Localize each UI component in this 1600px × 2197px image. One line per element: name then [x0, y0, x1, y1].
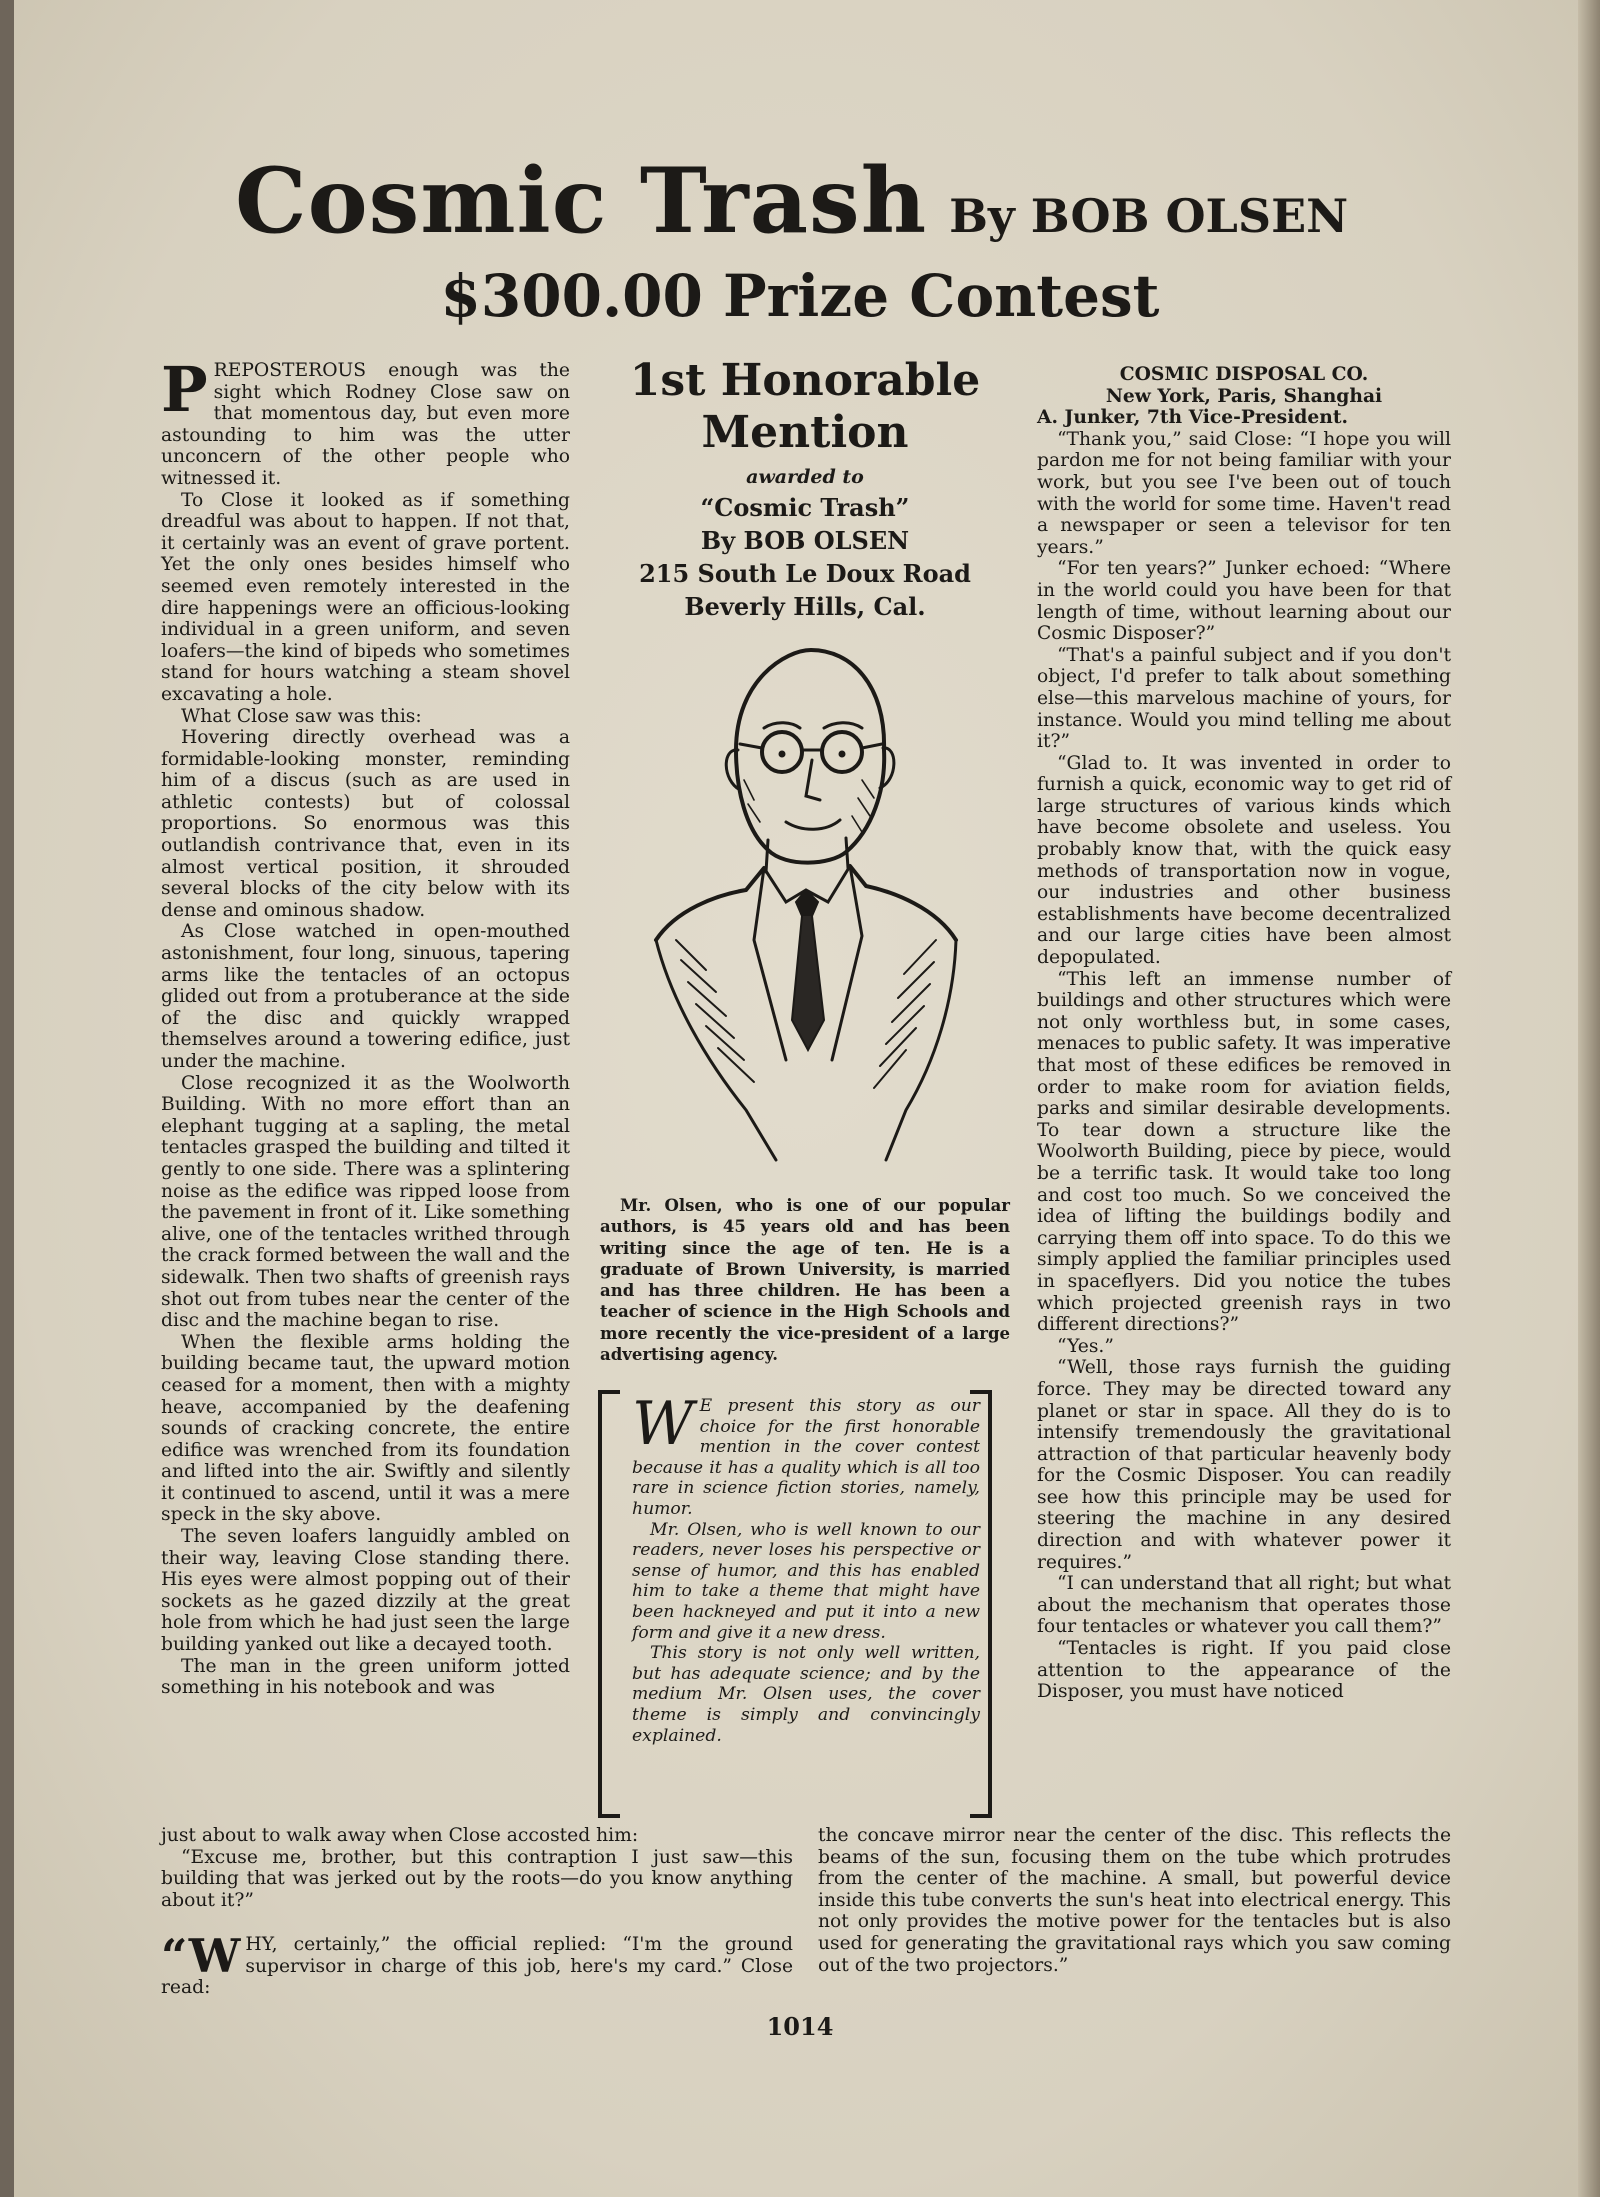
paragraph: Close recognized it as the Woolworth Building. With no more effort than an elephant tugging at a sapling, the metal tentacles grasped the building and tilted it gently to one side. There was a splintering noise as the edifice was ripped loose from the pavement in front of it. Like something alive, one of the tentacles writhed through the crack formed between the wall and the sidewalk. Then two shafts of greenish rays shot out from tubes near the center of the disc and the machine began to rise. — [161, 1072, 570, 1332]
paragraph: “For ten years?” Junker echoed: “Where in the world could you have been for that length of time, without learning about our Cosmic Disposer?” — [1037, 558, 1451, 645]
paragraph: “This left an immense number of buildings and other structures which were not only worthless but, in some cases, menaces to public safety. It was imperative that most of these edifices be removed in order to make room for aviation fields, parks and similar desirable developments. To tear down a structure like the Woolworth Building, piece by piece, would be a terrific task. It would take too long and cost too much. So we conceived the idea of lifting the buildings bodily and carrying them off into space. To do this we simply applied the familiar principles used in spaceflyers. Did you notice the tubes which projected greenish rays in two different directions?” — [1037, 968, 1451, 1336]
paragraph: To Close it looked as if something dreadful was about to happen. If not that, it certainly was an event of grave portent. Yet the only ones besides himself who seemed even remotely interested in the dire happenings were an officious-looking individual in a green uniform, and seven loafers—the kind of bipeds who sometimes stand for hours watching a steam shovel excavating a hole. — [161, 489, 570, 705]
column-right — [1037, 364, 1451, 1703]
contest-subtitle: $300.00 Prize Contest — [440, 262, 1160, 330]
paragraph: When the flexible arms holding the building became taut, the upward motion ceased for a moment, then with a mighty heave, accompanied by the deafening sounds of cracking concrete, the entire edifice was wrenched from its foundation and lifted into the air. Swiftly and silently it continued to ascend, until it was a mere speck in the sky above. — [161, 1331, 570, 1526]
story-byline: By BOB OLSEN — [949, 189, 1349, 243]
paragraph: “I can understand that all right; but what about the mechanism that operates those four tentacles or whatever you call them?” — [1037, 1573, 1451, 1638]
paragraph: Hovering directly overhead was a formidable-looking monster, reminding him of a discus (such as are used in athletic contests) but of colossal proportions. So enormous was this outlandish contrivance that, even in its almost vertical position, it shrouded several blocks of the city below with its dense and ominous shadow. — [161, 727, 570, 921]
column-left — [161, 353, 570, 1699]
paragraph: “Yes.” — [1057, 1335, 1114, 1357]
paragraph: “Thank you,” said Close: “I hope you will pardon me for not being familiar with your work, but you see I've been out of touch with the world for some time. Haven't read a newspaper or seen a televisor for ten years.” — [1037, 428, 1451, 558]
business-card-company: COSMIC DISPOSAL CO. — [1119, 363, 1369, 385]
author-portrait — [636, 640, 976, 1180]
opening-paragraph: PREPOSTEROUS enough was the sight which Rodney Close saw on that momentous day, but even more astounding to him was the utter unconcern of the other people who witnessed it. — [161, 353, 570, 489]
editor-drop-cap: W — [632, 1389, 694, 1459]
editor-note-text: W E present this story as our choice for the first honorable mention in the cover contest because it has a quality which is all too rare in science fiction stories, namely, humor. Mr. Olsen, who is well known to our readers, never loses his perspective or sense of humor, and this has enabled him to take a theme that might have been hackneyed and put it into a new form and give it a new dress. This story is not only well written, but has adequate science; and by the medium Mr. Olsen uses, the cover theme is simply and convincingly explained. — [632, 1389, 980, 1746]
business-card-name: A. Junker, 7th Vice-President. — [1037, 406, 1348, 429]
author-bio: Mr. Olsen, who is one of our popular authors, is 45 years old and has been writing since the age of ten. He is a graduate of Brown University, is married and has three children. He has been a teacher of science in the High Schools and more recently the vice-president of a large advertising agency. — [600, 1196, 1010, 1365]
business-card-cities: New York, Paris, Shanghai — [1105, 384, 1383, 407]
bottom-right-text — [818, 1825, 1451, 1976]
paragraph: “Well, those rays furnish the guiding force. They may be directed toward any planet or star in space. All they do is to intensify tremendously the gravitational attraction of that particular heavenly body for the Cosmic Disposer. You can readily see how this principle may be used for steering the machine in any desired direction and with whatever power it requires.” — [1037, 1357, 1451, 1573]
award-box — [600, 355, 1010, 623]
story-title: Cosmic Trash — [235, 148, 928, 254]
bottom-left-text — [161, 1825, 793, 1911]
paragraph: What Close saw was this: — [181, 705, 422, 727]
page-number: 1014 — [766, 2012, 834, 2041]
headline — [235, 148, 1435, 253]
award-address-2: Beverly Hills, Cal. — [684, 592, 926, 621]
award-address-1: 215 South Le Doux Road — [639, 559, 971, 588]
editor-paragraph: Mr. Olsen, who is well known to our readers, never loses his perspective or sense of humor, and this has enabled him to take a theme that might have been hackneyed and put it into a new form and give it a new dress. — [632, 1519, 980, 1643]
paragraph: “That's a painful subject and if you don't object, I'd prefer to talk about something else—this marvelous machine of yours, for instance. Would you mind telling me about it?” — [1037, 644, 1451, 753]
awarded-to: awarded to — [746, 466, 864, 488]
bracket-left — [598, 1390, 620, 1818]
paragraph: “Tentacles is right. If you paid close attention to the appearance of the Disposer, you must have noticed — [1037, 1638, 1451, 1703]
editor-paragraph: This story is not only well written, but has adequate science; and by the medium Mr. Olsen uses, the cover theme is simply and convincingly explained. — [632, 1643, 980, 1746]
award-story: “Cosmic Trash” — [700, 493, 910, 522]
paragraph: the concave mirror near the center of the disc. This reflects the beams of the sun, focusing them on the tube which protrudes from the center of the machine. A small, but powerful device inside this tube converts the sun's heat into electrical energy. This not only provides the motive power for the tentacles but is also used for generating the gravitational rays which you saw coming out of the two projectors.” — [818, 1825, 1451, 1976]
paragraph: “Excuse me, brother, but this contraption I just saw—this building that was jerked out by the roots—do you know anything about it?” — [161, 1846, 793, 1911]
paragraph: As Close watched in open-mouthed astonishment, four long, sinuous, tapering arms like the tentacles of an octopus glided out from a protuberance at the side of the disc and quickly wrapped themselves around a towering edifice, just under the machine. — [161, 921, 570, 1072]
paragraph: The man in the green uniform jotted something in his notebook and was — [161, 1655, 570, 1699]
award-heading-2: Mention — [701, 407, 909, 458]
paragraph: The seven loafers languidly ambled on their way, leaving Close standing there. His eyes were almost popping out of their sockets as he gazed dizzily at the great hole from which he had just seen the large building yanked out like a decayed tooth. — [161, 1526, 570, 1656]
award-heading-1: 1st Honorable — [629, 355, 981, 406]
paragraph: just about to walk away when Close accosted him: — [161, 1825, 639, 1846]
drop-cap: “W — [161, 1929, 241, 1983]
why-paragraph: “WHY, certainly,” the official replied: “I'm the ground supervisor in charge of this job, here's my card.” Close read: — [161, 1929, 793, 1999]
drop-cap: P — [161, 353, 208, 426]
editor-note — [598, 1390, 992, 1830]
paragraph: “Glad to. It was invented in order to furnish a quick, economic way to get rid of large structures of various kinds which have become obsolete and useless. You probably know that, with the quick easy methods of transportation now in vogue, our industries and other business establishments have become decentralized and our large cities have been almost depopulated. — [1037, 752, 1451, 969]
award-author: By BOB OLSEN — [700, 526, 910, 555]
